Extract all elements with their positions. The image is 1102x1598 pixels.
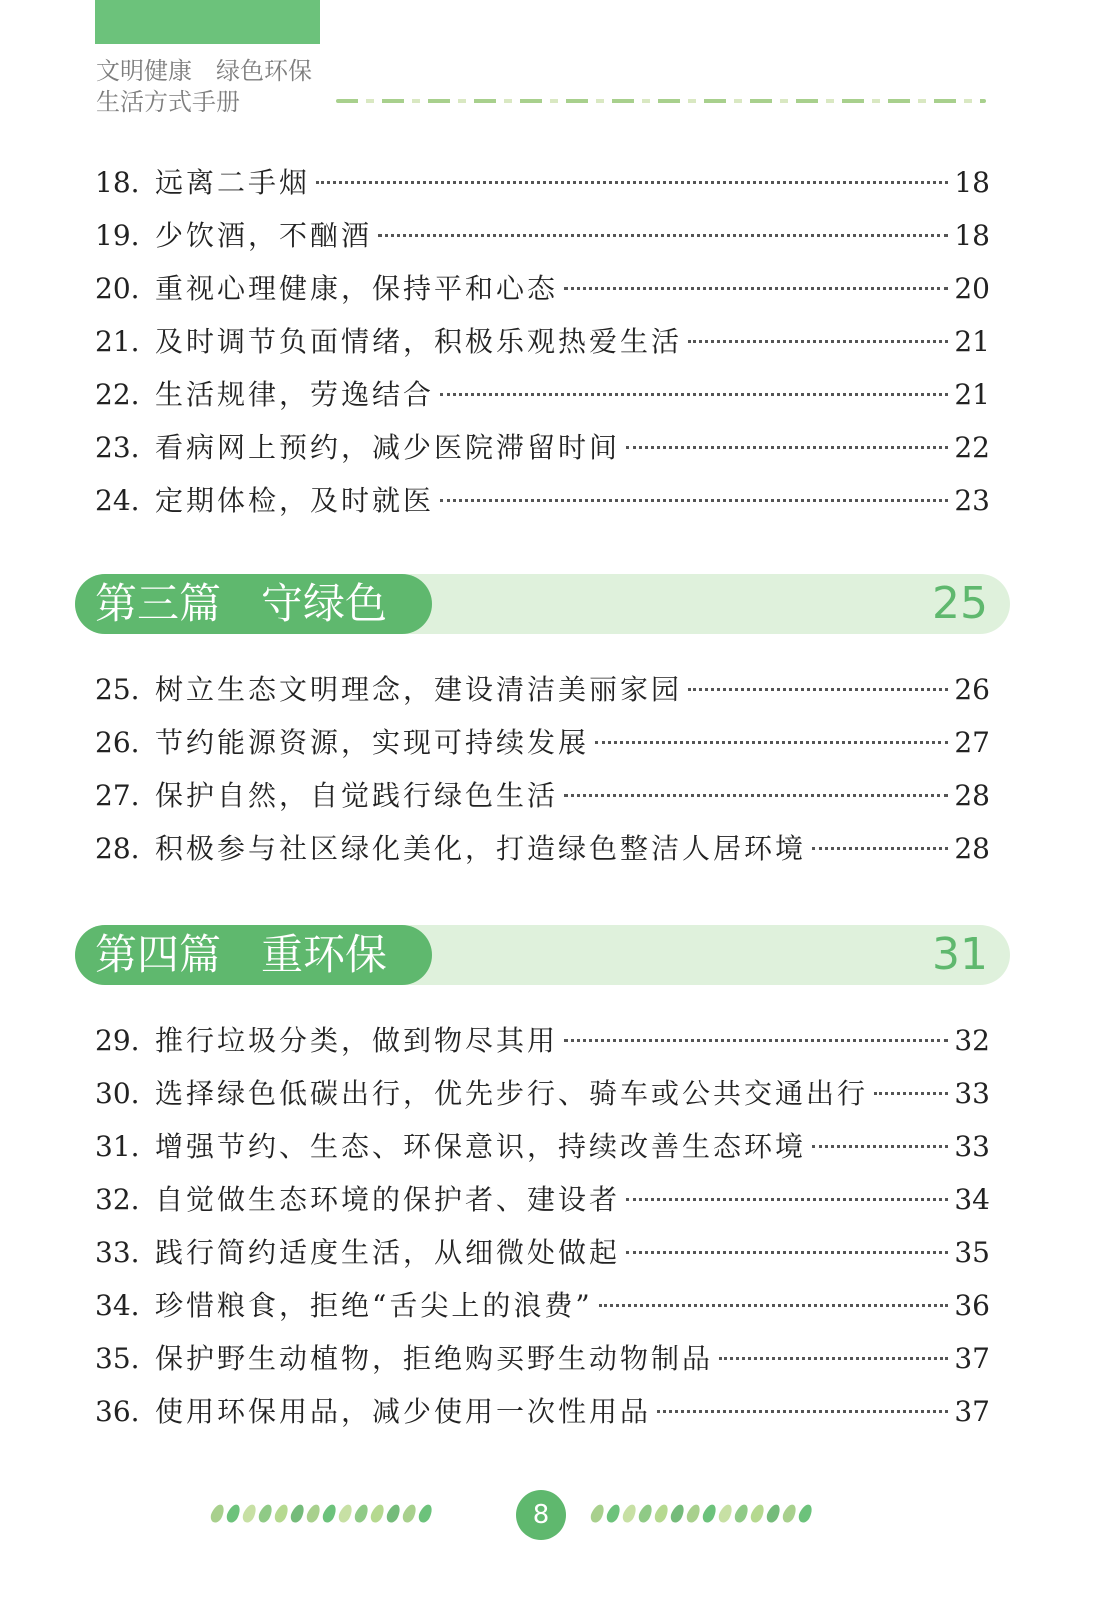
- toc-leader-dots: [626, 1198, 948, 1201]
- toc-entry-page: 23: [954, 484, 990, 517]
- footer-leaf-decoration-right: [592, 1504, 811, 1528]
- toc-entry-number: 19.: [95, 219, 140, 252]
- toc-entry-number: 25.: [95, 673, 140, 706]
- toc-entry-title: 自觉做生态环境的保护者、建设者: [155, 1183, 621, 1216]
- toc-entry-page: 26: [954, 673, 990, 706]
- chapter-label: 第四篇: [95, 930, 222, 979]
- toc-entry[interactable]: [95, 1390, 990, 1443]
- toc-entry-number: 31.: [95, 1130, 140, 1163]
- leaf-icon: [289, 1503, 307, 1525]
- toc-entry-number: 26.: [95, 726, 140, 759]
- toc-leader-dots: [440, 499, 948, 502]
- toc-entry-number: 30.: [95, 1077, 140, 1110]
- chapter-label: 第三篇: [95, 579, 222, 628]
- toc-entry[interactable]: [95, 721, 990, 774]
- toc-entry-title: 推行垃圾分类，做到物尽其用: [155, 1024, 559, 1057]
- toc-entry-title: 选择绿色低碳出行，优先步行、骑车或公共交通出行: [155, 1077, 869, 1110]
- toc-entry-title: 保护野生动植物，拒绝购买野生动物制品: [155, 1342, 714, 1375]
- toc-entry-number: 33.: [95, 1236, 140, 1269]
- toc-leader-dots: [599, 1304, 949, 1307]
- toc-entry-page: 34: [954, 1183, 990, 1216]
- toc-entry[interactable]: [95, 1019, 990, 1072]
- toc-leader-dots: [564, 287, 948, 290]
- toc-entry[interactable]: [95, 1178, 990, 1231]
- toc-leader-dots: [626, 1251, 948, 1254]
- chapter-page-number: 31: [932, 929, 988, 980]
- toc-leader-dots: [564, 794, 948, 797]
- toc-leader-dots: [812, 847, 948, 850]
- toc-entry[interactable]: [95, 161, 990, 214]
- toc-entry-title: 增强节约、生态、环保意识，持续改善生态环境: [155, 1130, 807, 1163]
- toc-entry[interactable]: [95, 1072, 990, 1125]
- toc-entry-title: 生活规律，劳逸结合: [155, 378, 435, 411]
- toc-entry-number: 23.: [95, 431, 140, 464]
- toc-entry-number: 28.: [95, 832, 140, 865]
- toc-entry-title: 定期体检，及时就医: [155, 484, 435, 517]
- toc-leader-dots: [688, 688, 948, 691]
- leaf-icon: [781, 1503, 799, 1525]
- toc-entry-title: 看病网上预约，减少医院滞留时间: [155, 431, 621, 464]
- toc-entry[interactable]: [95, 320, 990, 373]
- toc-entry[interactable]: [95, 1231, 990, 1284]
- toc-entry-page: 36: [954, 1289, 990, 1322]
- chapter-title-pill: [75, 925, 432, 985]
- toc-entry-page: 21: [954, 325, 990, 358]
- toc-entry-title: 远离二手烟: [155, 166, 311, 199]
- toc-entry-page: 35: [954, 1236, 990, 1269]
- toc-entry-number: 18.: [95, 166, 140, 199]
- leaf-icon: [717, 1503, 735, 1525]
- toc-entry-title: 践行简约适度生活，从细微处做起: [155, 1236, 621, 1269]
- header-dashed-divider: [336, 99, 986, 103]
- toc-entry-number: 21.: [95, 325, 140, 358]
- toc-section-health: [95, 161, 990, 532]
- toc-leader-dots: [316, 181, 948, 184]
- leaf-icon: [209, 1503, 227, 1525]
- toc-entry-number: 27.: [95, 779, 140, 812]
- toc-leader-dots: [688, 340, 948, 343]
- toc-entry-number: 32.: [95, 1183, 140, 1216]
- toc-entry-page: 37: [954, 1342, 990, 1375]
- toc-leader-dots: [626, 446, 948, 449]
- leaf-icon: [701, 1503, 719, 1525]
- toc-entry-title: 保护自然，自觉践行绿色生活: [155, 779, 559, 812]
- toc-leader-dots: [440, 393, 948, 396]
- leaf-icon: [273, 1503, 291, 1525]
- leaf-icon: [653, 1503, 671, 1525]
- leaf-icon: [749, 1503, 767, 1525]
- toc-entry-page: 22: [954, 431, 990, 464]
- toc-entry-page: 33: [954, 1077, 990, 1110]
- toc-entry-title: 使用环保用品，减少使用一次性用品: [155, 1395, 652, 1428]
- toc-entry-number: 35.: [95, 1342, 140, 1375]
- toc-entry-page: 18: [954, 166, 990, 199]
- toc-leader-dots: [595, 741, 948, 744]
- chapter-banner-4[interactable]: [75, 925, 1010, 985]
- book-title: [96, 56, 312, 118]
- leaf-icon: [353, 1503, 371, 1525]
- toc-entry-page: 28: [954, 832, 990, 865]
- toc-entry-page: 18: [954, 219, 990, 252]
- leaf-icon: [257, 1503, 275, 1525]
- chapter-name: 守绿色: [261, 579, 388, 628]
- toc-entry-title: 节约能源资源，实现可持续发展: [155, 726, 590, 759]
- chapter-page-number: 25: [932, 578, 988, 629]
- toc-entry-page: 32: [954, 1024, 990, 1057]
- toc-entry-title: 珍惜粮食，拒绝“舌尖上的浪费”: [155, 1289, 593, 1322]
- leaf-icon: [337, 1503, 355, 1525]
- leaf-icon: [669, 1503, 687, 1525]
- leaf-icon: [589, 1503, 607, 1525]
- leaf-icon: [621, 1503, 639, 1525]
- toc-entry-number: 34.: [95, 1289, 140, 1322]
- toc-leader-dots: [812, 1145, 948, 1148]
- toc-section-environment: [95, 1019, 990, 1443]
- toc-entry[interactable]: [95, 479, 990, 532]
- leaf-icon: [417, 1503, 435, 1525]
- toc-section-green: [95, 668, 990, 880]
- toc-entry[interactable]: [95, 1284, 990, 1337]
- toc-entry-page: 33: [954, 1130, 990, 1163]
- toc-entry-title: 重视心理健康，保持平和心态: [155, 272, 559, 305]
- toc-entry[interactable]: [95, 267, 990, 320]
- book-subtitle: 生活方式手册: [96, 88, 240, 116]
- leaf-icon: [637, 1503, 655, 1525]
- toc-entry-number: 36.: [95, 1395, 140, 1428]
- toc-leader-dots: [564, 1039, 948, 1042]
- page-number-badge: 8: [516, 1490, 566, 1540]
- toc-entry-title: 积极参与社区绿化美化，打造绿色整洁人居环境: [155, 832, 807, 865]
- leaf-icon: [305, 1503, 323, 1525]
- chapter-title-pill: [75, 574, 432, 634]
- toc-entry-page: 21: [954, 378, 990, 411]
- toc-entry-number: 24.: [95, 484, 140, 517]
- toc-entry-title: 及时调节负面情绪，积极乐观热爱生活: [155, 325, 683, 358]
- toc-entry[interactable]: [95, 426, 990, 479]
- leaf-icon: [385, 1503, 403, 1525]
- toc-entry-page: 20: [954, 272, 990, 305]
- toc-entry[interactable]: [95, 774, 990, 827]
- toc-leader-dots: [378, 234, 948, 237]
- toc-entry[interactable]: [95, 214, 990, 267]
- toc-entry-title: 树立生态文明理念，建设清洁美丽家园: [155, 673, 683, 706]
- toc-entry-page: 28: [954, 779, 990, 812]
- toc-entry-number: 22.: [95, 378, 140, 411]
- leaf-icon: [765, 1503, 783, 1525]
- leaf-icon: [241, 1503, 259, 1525]
- leaf-icon: [605, 1503, 623, 1525]
- header-color-bar: [95, 0, 320, 44]
- chapter-banner-3[interactable]: [75, 574, 1010, 634]
- toc-entry-page: 37: [954, 1395, 990, 1428]
- toc-entry-number: 29.: [95, 1024, 140, 1057]
- leaf-icon: [733, 1503, 751, 1525]
- toc-leader-dots: [874, 1092, 948, 1095]
- toc-leader-dots: [719, 1357, 948, 1360]
- footer-leaf-decoration-left: [212, 1504, 431, 1528]
- toc-entry[interactable]: [95, 827, 990, 880]
- toc-entry[interactable]: [95, 668, 990, 721]
- toc-entry-number: 20.: [95, 272, 140, 305]
- leaf-icon: [401, 1503, 419, 1525]
- leaf-icon: [321, 1503, 339, 1525]
- leaf-icon: [225, 1503, 243, 1525]
- toc-entry-title: 少饮酒，不酗酒: [155, 219, 373, 252]
- book-title-part-1: 文明健康: [96, 57, 192, 85]
- book-title-part-2: 绿色环保: [216, 57, 312, 85]
- toc-leader-dots: [657, 1410, 948, 1413]
- toc-entry[interactable]: [95, 1125, 990, 1178]
- leaf-icon: [369, 1503, 387, 1525]
- leaf-icon: [797, 1503, 815, 1525]
- leaf-icon: [685, 1503, 703, 1525]
- toc-entry[interactable]: [95, 1337, 990, 1390]
- chapter-name: 重环保: [261, 930, 388, 979]
- toc-entry[interactable]: [95, 373, 990, 426]
- toc-entry-page: 27: [954, 726, 990, 759]
